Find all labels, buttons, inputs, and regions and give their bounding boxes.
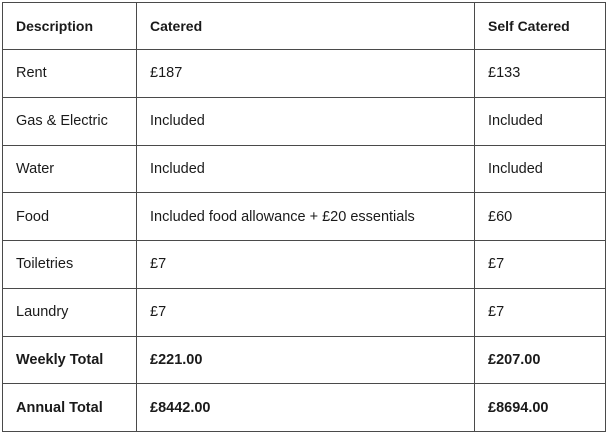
catered-value: £7 <box>137 288 475 336</box>
row-label: Water <box>3 145 137 193</box>
row-label: Weekly Total <box>3 336 137 384</box>
table-row-gas-electric <box>3 97 606 145</box>
row-label: Laundry <box>3 288 137 336</box>
catered-value: Included food allowance + £20 essentials <box>137 193 475 241</box>
catered-value: £7 <box>137 241 475 289</box>
row-label: Rent <box>3 50 137 98</box>
self-catered-value: £7 <box>475 288 606 336</box>
table-row-annual-total <box>3 384 606 432</box>
row-label: Food <box>3 193 137 241</box>
self-catered-total: £207.00 <box>475 336 606 384</box>
header-catered: Catered <box>137 3 475 50</box>
self-catered-value: Included <box>475 145 606 193</box>
row-label: Toiletries <box>3 241 137 289</box>
table-row-weekly-total <box>3 336 606 384</box>
row-label: Gas & Electric <box>3 97 137 145</box>
table-row-water <box>3 145 606 193</box>
catered-total: £221.00 <box>137 336 475 384</box>
self-catered-total: £8694.00 <box>475 384 606 432</box>
table-header-row <box>3 3 606 50</box>
self-catered-value: £60 <box>475 193 606 241</box>
header-description: Description <box>3 3 137 50</box>
table-row-food <box>3 193 606 241</box>
self-catered-value: £133 <box>475 50 606 98</box>
catered-value: £187 <box>137 50 475 98</box>
catered-total: £8442.00 <box>137 384 475 432</box>
catered-value: Included <box>137 97 475 145</box>
row-label: Annual Total <box>3 384 137 432</box>
table-row-toiletries <box>3 241 606 289</box>
header-self-catered: Self Catered <box>475 3 606 50</box>
table-row-rent <box>3 50 606 98</box>
catered-value: Included <box>137 145 475 193</box>
self-catered-value: Included <box>475 97 606 145</box>
table-row-laundry <box>3 288 606 336</box>
self-catered-value: £7 <box>475 241 606 289</box>
cost-comparison-table <box>2 2 606 432</box>
